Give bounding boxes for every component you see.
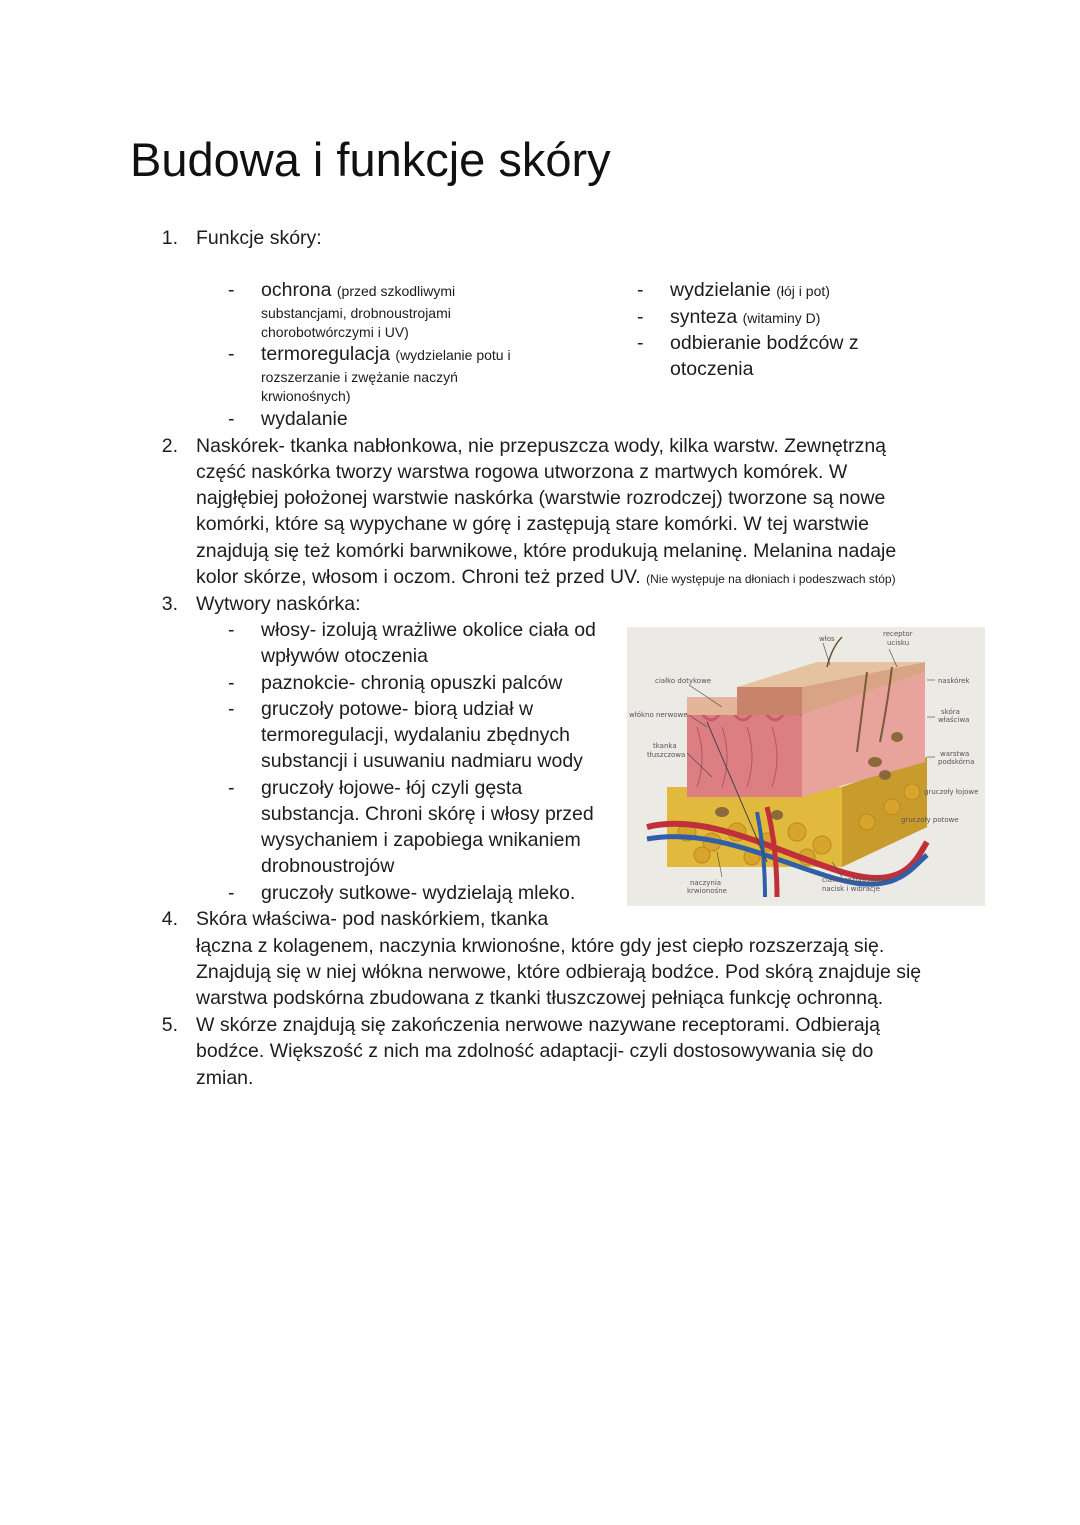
paragraph-line: znajdują się też komórki barwnikowe, które produkują melaninę. Melanina nadaje	[196, 540, 897, 562]
label-hair: włos	[819, 635, 835, 643]
bullet-dash: -	[228, 619, 235, 641]
list-item	[670, 304, 820, 331]
paragraph-line: zmian.	[196, 1067, 254, 1089]
bullet-dash: -	[228, 777, 235, 799]
list-number: 4.	[161, 908, 178, 930]
paragraph-line: W skórze znajdują się zakończenia nerwowe nazywane receptorami. Odbierają	[196, 1014, 880, 1036]
label-sweat-glands: gruczoły potowe	[901, 816, 959, 824]
list-item-continuation: substancji i usuwaniu nadmiaru wody	[261, 750, 583, 772]
item-main: ochrona	[261, 279, 332, 301]
bullet-dash: -	[228, 408, 235, 430]
list-item: odbieranie bodźców z	[670, 332, 859, 354]
paragraph-line: Skóra właściwa- pod naskórkiem, tkanka	[196, 908, 549, 930]
item-note: rozszerzanie i zwężanie naczyń	[261, 369, 458, 385]
paragraph-line: łączna z kolagenem, naczynia krwionośne, które gdy jest ciepło rozszerzają się.	[196, 935, 885, 957]
paragraph-line: komórki, które są wypychane w górę i zastępują stare komórki. W tej warstwie	[196, 513, 869, 535]
label-subcutaneous: warstwa	[940, 750, 970, 758]
label-nerve-fiber: włókno nerwowe	[629, 711, 688, 719]
dermis-layer	[687, 715, 802, 797]
list-number: 3.	[161, 593, 178, 615]
label-receptor: ucisku	[887, 639, 910, 647]
list-item: włosy- izolują wrażliwe okolice ciała od	[261, 619, 596, 641]
list-item: paznokcie- chronią opuszki palców	[261, 672, 563, 694]
item-note: (wydzielanie potu i	[395, 347, 511, 363]
item-main: synteza	[670, 306, 738, 328]
bullet-dash: -	[228, 279, 235, 301]
bullet-dash: -	[637, 306, 644, 328]
label-fat-tissue: tłuszczowa	[647, 751, 686, 759]
paragraph-line	[196, 564, 896, 592]
label-receptor: receptor	[883, 630, 913, 638]
item-main: wydzielanie	[670, 279, 771, 301]
item-note: (przed szkodliwymi	[336, 283, 456, 299]
list-item: gruczoły sutkowe- wydzielają mleko.	[261, 882, 576, 904]
bullet-dash: -	[228, 672, 235, 694]
paragraph-line: część naskórka tworzy warstwa rogowa utworzona z martwych komórek. W	[196, 461, 848, 483]
list-number: 1.	[161, 227, 178, 249]
paragraph-line: najgłębiej położonej warstwie naskórka (warstwie rozrodczej) tworzone są nowe	[196, 487, 886, 509]
list-item	[670, 277, 830, 304]
list-number: 2.	[161, 435, 178, 457]
item-main: termoregulacja	[261, 343, 390, 365]
label-blood-vessels: krwionośne	[687, 887, 727, 895]
label-pressure-corpuscles: ciałka rozpoznające	[822, 876, 891, 884]
bullet-dash: -	[228, 343, 235, 365]
list-item: gruczoły potowe- biorą udział w	[261, 698, 534, 720]
list-item: wydalanie	[261, 408, 348, 430]
label-dermis: skóra	[941, 708, 960, 716]
bullet-dash: -	[637, 332, 644, 354]
list-item	[261, 277, 455, 304]
item-note: substancjami, drobnoustrojami	[261, 305, 451, 321]
skin-cross-section-figure	[627, 627, 985, 906]
bullet-dash: -	[228, 882, 235, 904]
paragraph-text: kolor skórze, włosom i oczom. Chroni też przed UV.	[196, 566, 641, 588]
epidermis-step	[687, 697, 737, 715]
item-note: (łój i pot)	[776, 283, 830, 299]
item-note: chorobotwórczymi i UV)	[261, 324, 409, 340]
paragraph-line: Naskórek- tkanka nabłonkowa, nie przepuszcza wody, kilka warstw. Zewnętrzną	[196, 435, 887, 457]
label-blood-vessels: naczynia	[690, 879, 722, 887]
label-sebaceous-glands: gruczoły łojowe	[924, 788, 979, 796]
list-item-continuation: wpływów otoczenia	[261, 645, 428, 667]
item-note: (witaminy D)	[742, 310, 821, 326]
label-subcutaneous: podskórna	[938, 758, 975, 766]
list-item: gruczoły łojowe- łój czyli gęsta	[261, 777, 523, 799]
list-item-continuation: otoczenia	[670, 358, 754, 380]
list-item-continuation: substancja. Chroni skórę i włosy przed	[261, 803, 594, 825]
bullet-dash: -	[637, 279, 644, 301]
list-item-continuation: wysychaniem i zapobiega wnikaniem	[261, 829, 581, 851]
paragraph-line: Znajdują się w niej włókna nerwowe, które odbierają bodźce. Pod skórą znajduje się	[196, 961, 922, 983]
label-touch-corpuscle: ciałko dotykowe	[655, 677, 712, 685]
label-fat-tissue: tkanka	[653, 742, 677, 750]
label-dermis: właściwa	[938, 716, 970, 724]
paragraph-line: warstwa podskórna zbudowana z tkanki tłuszczowej pełniąca funkcję ochronną.	[196, 987, 884, 1009]
paragraph-note: (Nie występuje na dłoniach i podeszwach stóp)	[646, 572, 896, 586]
paragraph-line: bodźce. Większość z nich ma zdolność adaptacji- czyli dostosowywania się do	[196, 1040, 874, 1062]
list-item-continuation: drobnoustrojów	[261, 855, 395, 877]
page-title: Budowa i funkcje skóry	[130, 133, 611, 186]
section-heading: Wytwory naskórka:	[196, 593, 361, 615]
list-item-continuation: termoregulacji, wydalaniu zbędnych	[261, 724, 570, 746]
label-epidermis: naskórek	[938, 677, 970, 685]
item-note: krwionośnych)	[261, 388, 351, 404]
bullet-dash: -	[228, 698, 235, 720]
section-heading: Funkcje skóry:	[196, 227, 322, 249]
list-number: 5.	[161, 1014, 178, 1036]
label-pressure-corpuscles: nacisk i wibracje	[822, 885, 880, 893]
epidermis-layer	[737, 687, 802, 715]
list-item	[261, 341, 511, 368]
